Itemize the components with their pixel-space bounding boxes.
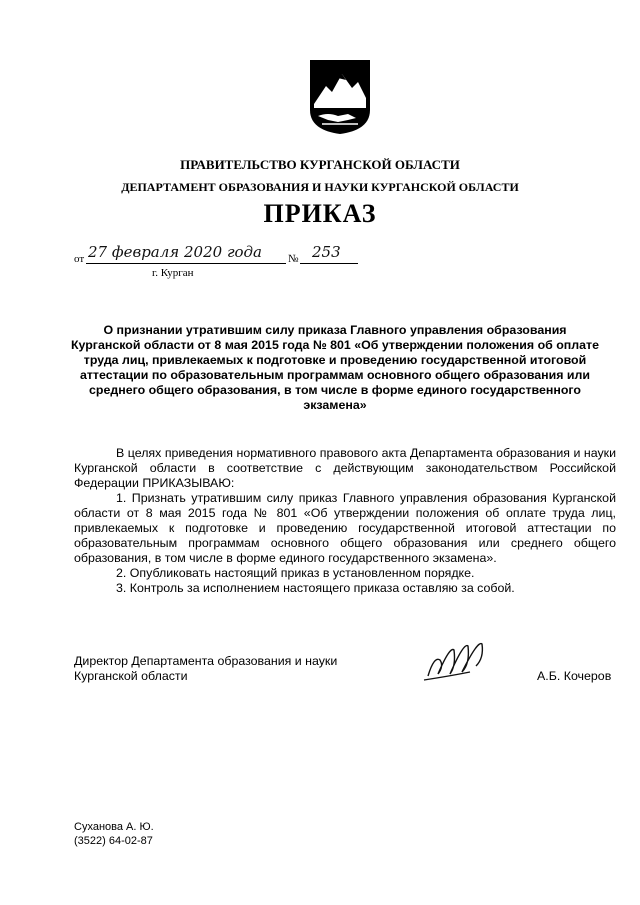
handwritten-number: 253 bbox=[312, 243, 341, 261]
city: г. Курган bbox=[152, 267, 194, 279]
order-item-2: 2. Опубликовать настоящий приказ в установленном порядке. bbox=[116, 566, 475, 580]
signatory-name: А.Б. Кочеров bbox=[537, 669, 612, 683]
number-prefix: № bbox=[288, 253, 299, 265]
handwritten-date: 27 февраля 2020 года bbox=[88, 243, 263, 261]
executor-name: Суханова А. Ю. bbox=[74, 821, 154, 833]
order-item-3: 3. Контроль за исполнением настоящего приказа оставляю за собой. bbox=[116, 581, 515, 595]
date-prefix: от bbox=[74, 253, 85, 265]
executor-info bbox=[74, 820, 154, 848]
order-item-1: 1. Признать утратившим силу приказ Главного управления образования Курганской области от 8 мая 2015 года № 801 «Об утверждении положения об оплате труда лиц, привлекаемых к подготовке и проведению государственной итоговой аттестации по образовательным программам основного общего образования или среднего общего образования, в том числе в форме единого государственного экзамена». bbox=[74, 491, 616, 565]
signatory-position: Директор Департамента образования и науки Курганской области bbox=[74, 654, 338, 683]
document-subject: О признании утратившим силу приказа Главного управления образования Курганской области от 8 мая 2015 года № 801 «Об утверждении положения об оплате труда лиц, привлекаемых к подготовке и проведению государственной итоговой аттестации по образовательным программам основного общего образования или среднего общего образования, в том числе в форме единого государственного экзамена» bbox=[70, 323, 600, 412]
department-name: ДЕПАРТАМЕНТ ОБРАЗОВАНИЯ И НАУКИ КУРГАНСКОЙ ОБЛАСТИ bbox=[121, 180, 519, 194]
document-title: ПРИКАЗ bbox=[263, 199, 377, 228]
document-body bbox=[74, 446, 616, 596]
executor-phone: (3522) 64-02-87 bbox=[74, 835, 153, 847]
preamble: В целях приведения нормативного правового акта Департамента образования и науки Курганской области в соответствие с действующим законодательством Российской Федерации ПРИКАЗЫВАЮ: bbox=[74, 446, 616, 490]
handwritten-signature bbox=[420, 636, 500, 686]
registration-block bbox=[74, 243, 374, 277]
coat-of-arms-icon bbox=[308, 58, 372, 136]
government-name: ПРАВИТЕЛЬСТВО КУРГАНСКОЙ ОБЛАСТИ bbox=[180, 157, 460, 172]
